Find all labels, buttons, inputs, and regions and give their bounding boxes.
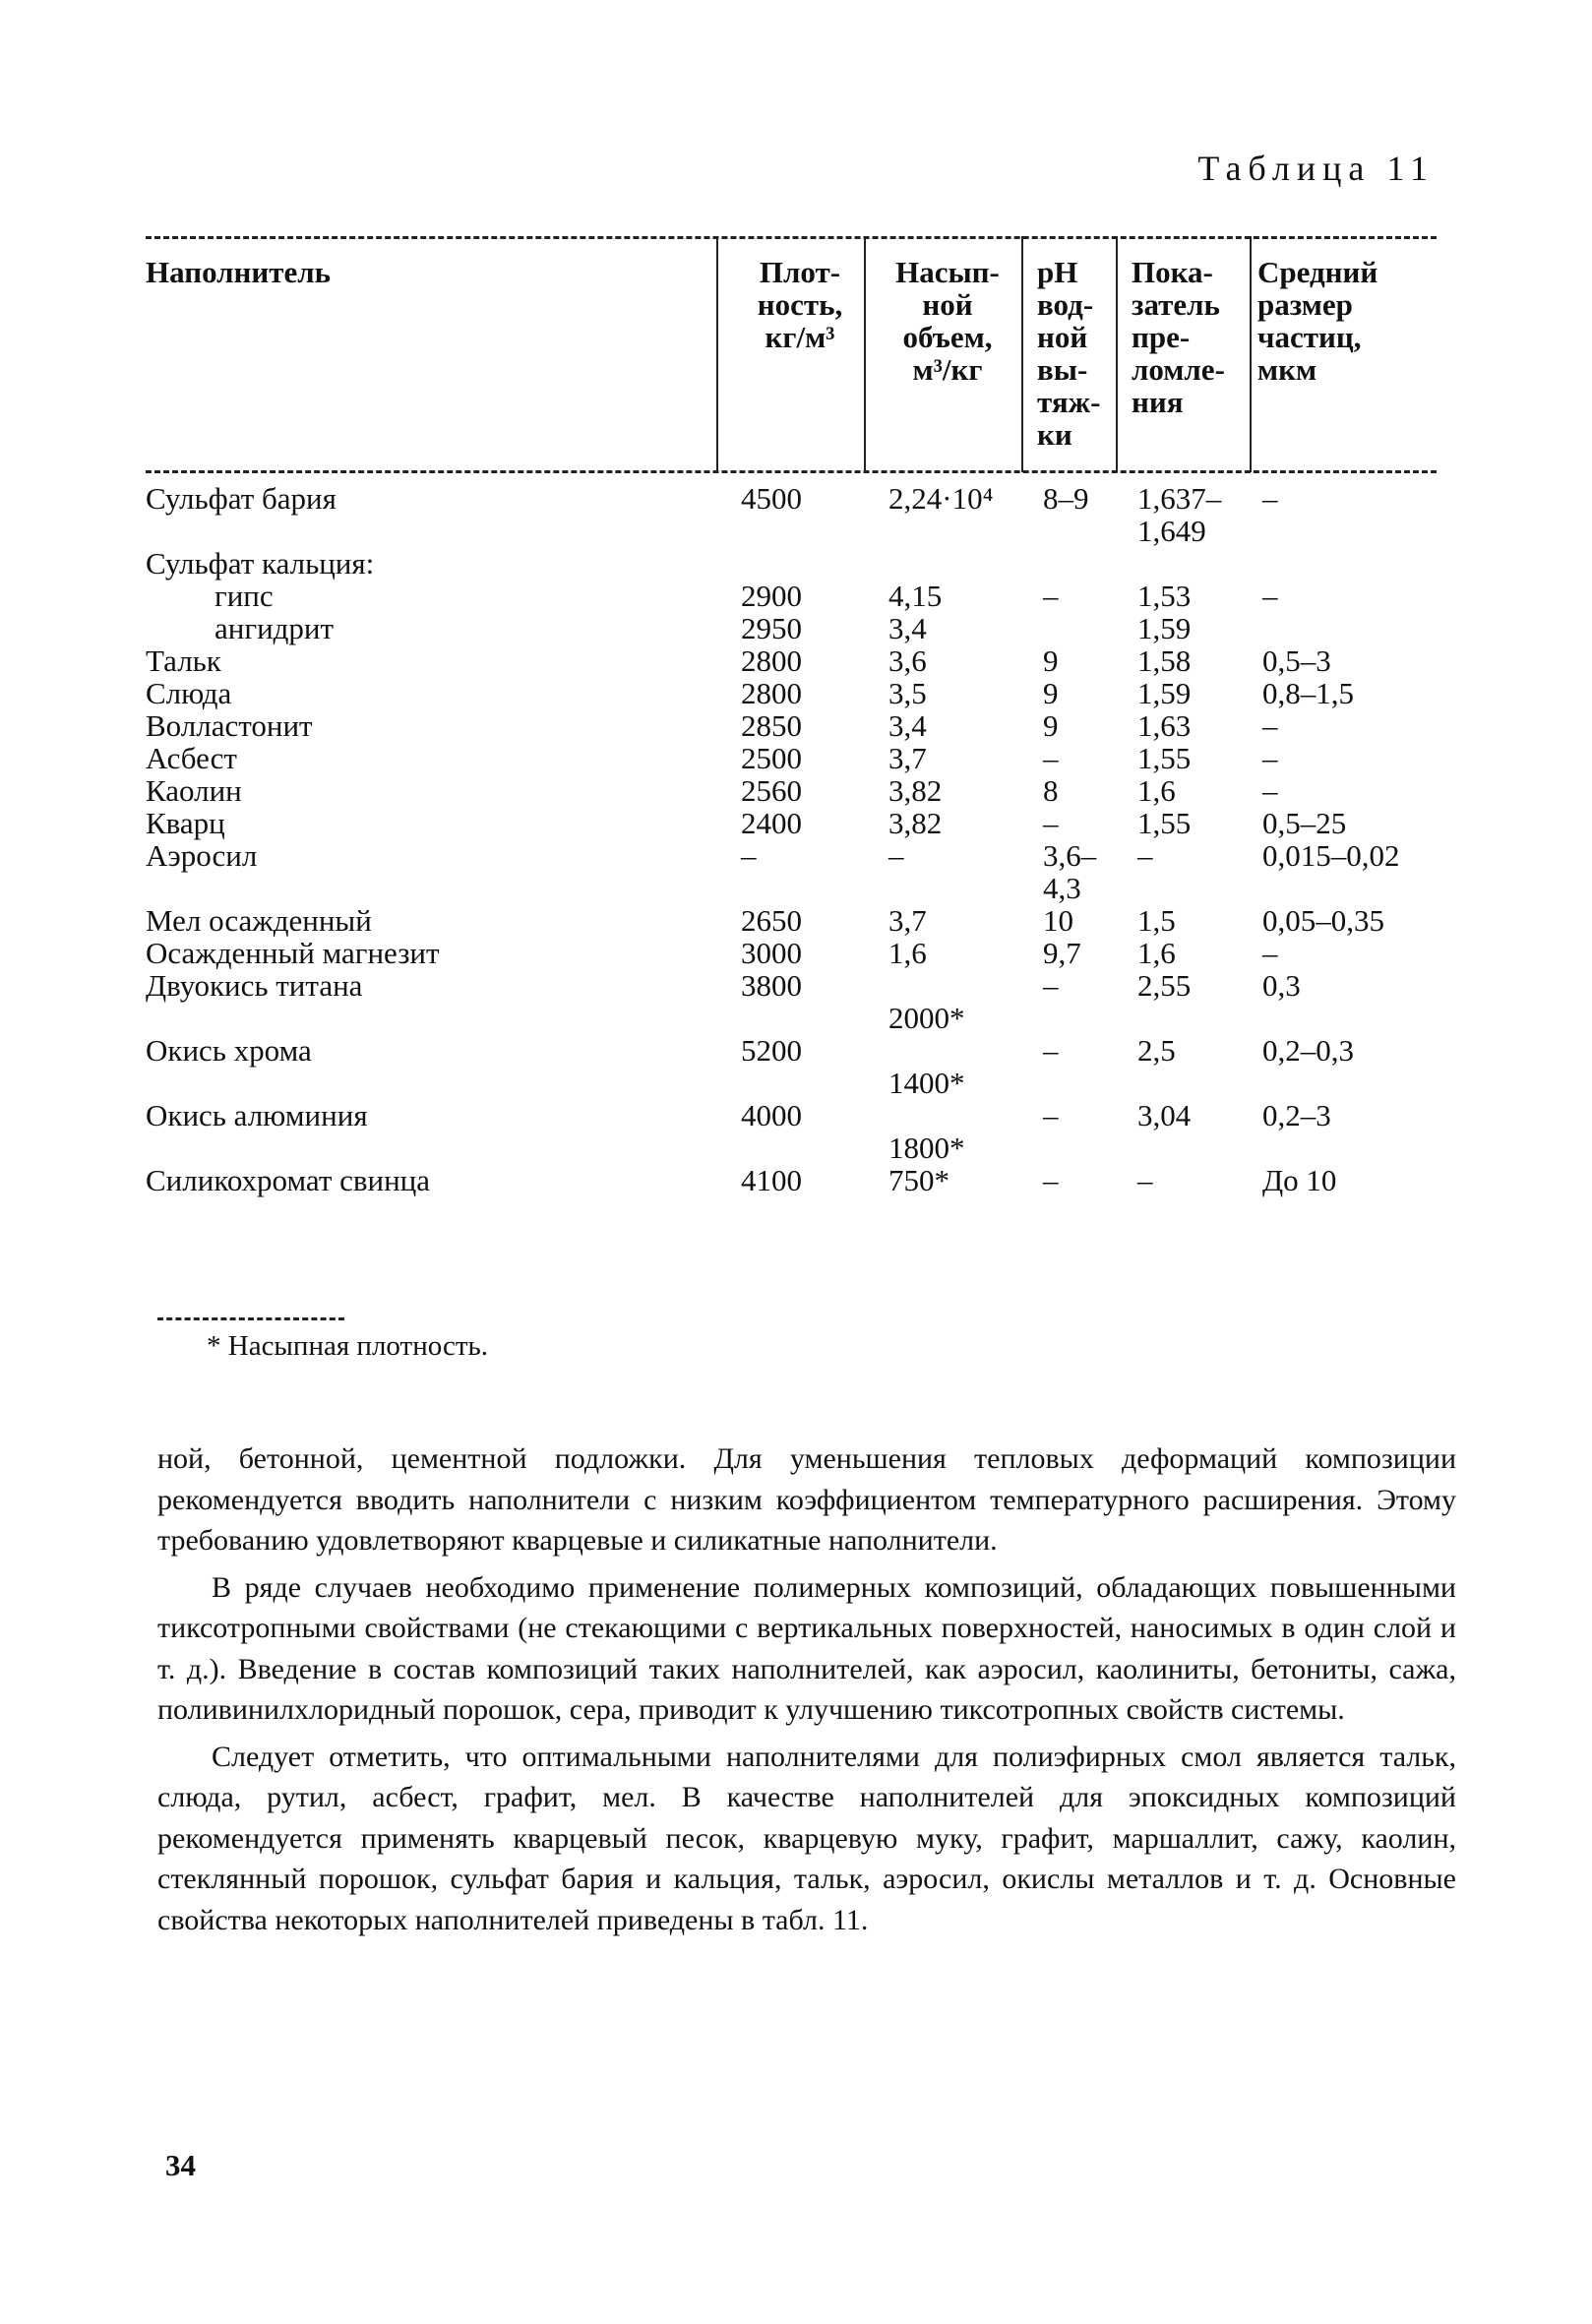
- table-header: [146, 236, 1437, 472]
- table-row: Сульфат кальция:: [146, 546, 375, 581]
- table-row: Окись хрома 5200 1400* – 2,5 0,2–0,3: [146, 1033, 1354, 1100]
- table-row: Сульфат бария 4500 2,24·10⁴ 8–9 1,637– 1,649 –: [146, 481, 1278, 548]
- table-row: Осажденный магнезит 3000 1,6 9,7 1,6 –: [146, 936, 1278, 970]
- table-row: Волластонит 2850 3,4 9 1,63 –: [146, 708, 1278, 743]
- page-number: 34: [165, 2148, 196, 2182]
- header-filler: Наполнитель: [146, 255, 332, 289]
- paragraph: Следует отметить, что оптимальными наполнителями для полиэфирных смол является тальк, слюда, рутил, асбест, графит, мел. В качестве наполнителей для эпоксидных композиций рекомендуется применять кварцевый песок, кварцевую муку, графит, маршаллит, сажу, каолин, стеклянный порошок, сульфат бария и кальция, тальк, аэросил, окислы металлов и т. д. Основные свойства некоторых наполнителей приведены в табл. 11.: [157, 1740, 1456, 1936]
- header-density: Плот- ность, кг/м³: [757, 255, 843, 354]
- column-divider: [1250, 236, 1252, 472]
- table-row: Кварц 2400 3,82 – 1,55 0,5–25: [146, 806, 1347, 840]
- footnote: * Насыпная плотность.: [207, 1330, 488, 1362]
- header-refraction: Пока- затель пре- ломле- ния: [1132, 255, 1225, 419]
- table-row: Тальк 2800 3,6 9 1,58 0,5–3: [146, 643, 1331, 678]
- footnote-rule: [157, 1317, 344, 1320]
- table-header-rule: [146, 470, 1437, 473]
- header-particle-size: Средний размер частиц, мкм: [1257, 255, 1378, 387]
- table-row: Окись алюминия 4000 1800* – 3,04 0,2–3: [146, 1098, 1331, 1165]
- body-text: [157, 1438, 1456, 1940]
- table-row: Слюда 2800 3,5 9 1,59 0,8–1,5: [146, 676, 1354, 710]
- header-ph: pH вод- ной вы- тяж- ки: [1037, 255, 1101, 452]
- table-row: Двуокись титана 3800 2000* – 2,55 0,3: [146, 968, 1301, 1035]
- column-divider: [864, 236, 866, 472]
- column-divider: [716, 236, 718, 472]
- paragraph: В ряде случаев необходимо применение полимерных композиций, обладающих повышенными тиксотропными свойствами (не стекающими с вертикальных поверхностей, наносимых в один слой и т. д.). Введение в состав композиций таких наполнителей, как аэросил, каолиниты, бетониты, сажа, поливинилхлоридный порошок, сера, приводит к улучшению тиксотропных свойств системы.: [157, 1570, 1456, 1726]
- table-row: Силикохромат свинца 4100 750* – – До 10: [146, 1163, 1337, 1197]
- table-row: гипс 2900 4,15 – 1,53 –: [214, 579, 1278, 613]
- table-caption: Таблица 11: [1197, 149, 1435, 188]
- table-row: Мел осажденный 2650 3,7 10 1,5 0,05–0,35: [146, 903, 1384, 938]
- column-divider: [1116, 236, 1118, 472]
- table-row: Аэросил – – 3,6– 4,3 – 0,015–0,02: [146, 838, 1400, 905]
- table-row: Асбест 2500 3,7 – 1,55 –: [146, 741, 1278, 775]
- table-row: ангидрит 2950 3,4 1,59: [214, 611, 1192, 645]
- column-divider: [1021, 236, 1023, 472]
- paragraph: ной, бетонной, цементной подложки. Для уменьшения тепловых деформаций композиции рекомендуется вводить наполнители с низким коэффициентом температурного расширения. Этому требованию удовлетворяют кварцевые и силикатные наполнители.: [157, 1442, 1456, 1557]
- header-bulk-volume: Насып- ной объем, м³/кг: [895, 255, 1000, 387]
- table-row: Каолин 2560 3,82 8 1,6 –: [146, 773, 1278, 808]
